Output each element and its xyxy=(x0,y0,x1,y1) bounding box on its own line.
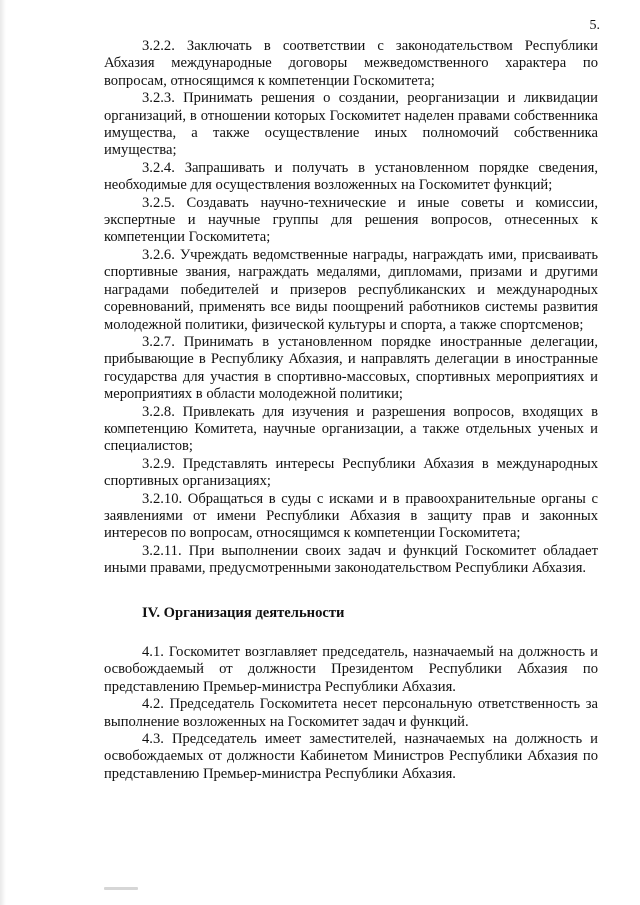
page-number: 5. xyxy=(589,18,600,33)
clause-4-3: 4.3. Председатель имеет заместителей, назначаемых на должность и освобождаемых от должности Кабинетом Министров Республики Абхазия по представлению Премьер-министра Республики Абхазия. xyxy=(104,731,598,782)
document-body xyxy=(104,38,598,783)
clause-3-2-11: 3.2.11. При выполнении своих задач и функций Госкомитет обладает иными правами, предусмотренными законодательством Республики Абхазия. xyxy=(104,542,598,577)
clause-3-2-6: 3.2.6. Учреждать ведомственные награды, награждать ими, присваивать спортивные звания, награждать медалями, дипломами, призами и другими наградами победителей и призеров республиканских и международных соревнований, применять все виды поощрений работников системы развития молодежной политики, физической культуры и спорта, а также спортсменов; xyxy=(104,246,598,333)
scan-artifact-mark xyxy=(104,887,138,890)
clause-4-1: 4.1. Госкомитет возглавляет председатель, назначаемый на должность и освобождаемый от должности Президентом Республики Абхазия по представлению Премьер-министра Республики Абхазия. xyxy=(104,644,598,695)
clause-3-2-7: 3.2.7. Принимать в установленном порядке иностранные делегации, прибывающие в Республику Абхазия, и направлять делегации в иностранные государства для участия в спортивно-массовых, спортивных мероприятиях и мероприятиях в области молодежной политики; xyxy=(104,333,598,403)
scan-edge-shadow xyxy=(0,0,6,905)
clause-3-2-5: 3.2.5. Создавать научно-технические и иные советы и комиссии, экспертные и научные группы для решения вопросов, отнесенных к компетенции Госкомитета; xyxy=(104,194,598,246)
clause-3-2-4: 3.2.4. Запрашивать и получать в установленном порядке сведения, необходимые для осуществления возложенных на Госкомитет функций; xyxy=(104,159,598,194)
clause-4-2: 4.2. Председатель Госкомитета несет персональную ответственность за выполнение возложенных на Госкомитет задач и функций. xyxy=(104,696,598,730)
clause-3-2-9: 3.2.9. Представлять интересы Республики Абхазия в международных спортивных организациях; xyxy=(104,455,598,490)
clause-3-2-8: 3.2.8. Привлекать для изучения и разрешения вопросов, входящих в компетенцию Комитета, научные организации, а также отдельных ученых и специалистов; xyxy=(104,403,598,455)
clause-3-2-10: 3.2.10. Обращаться в суды с исками и в правоохранительные органы с заявлениями от имени Республики Абхазия в защиту прав и законных интересов по вопросам, относящимся к компетенции Госкомитета; xyxy=(104,490,598,542)
clause-3-2-2: 3.2.2. Заключать в соответствии с законодательством Республики Абхазия международные договоры межведомственного характера по вопросам, относящимся к компетенции Госкомитета; xyxy=(104,38,598,89)
clause-3-2-3: 3.2.3. Принимать решения о создании, реорганизации и ликвидации организаций, в отношении которых Госкомитет наделен правами собственника имущества, а также осуществление иных полномочий собственника имущества; xyxy=(104,90,598,159)
section-4-heading: IV. Организация деятельности xyxy=(142,604,345,621)
